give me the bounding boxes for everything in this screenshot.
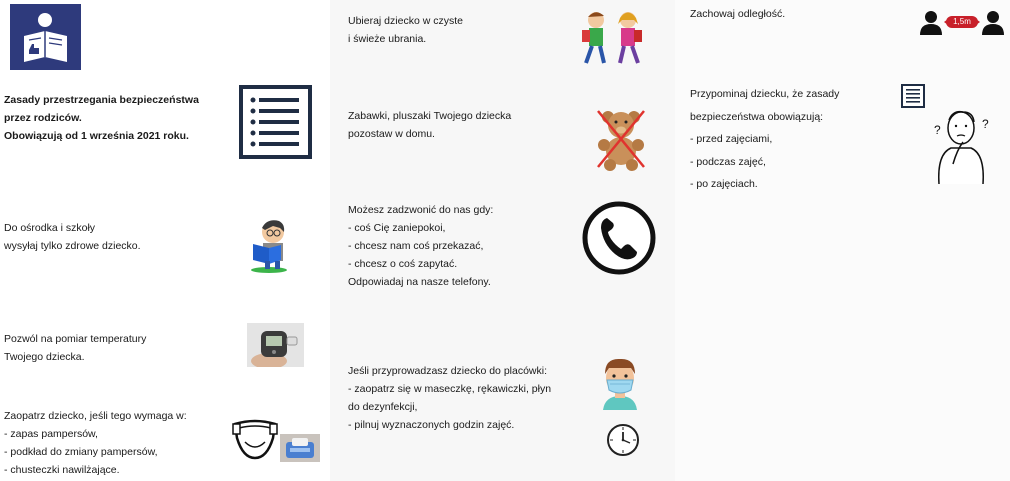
column-left bbox=[0, 0, 330, 481]
svg-text:?: ? bbox=[934, 123, 941, 137]
social-distance-icon bbox=[918, 10, 1008, 36]
reminder-text: Przypominaj dziecku, że zasady bezpieczeństwa obowiązują: - przed zajęciami, - podczas zajęć, - po zajęciach. bbox=[690, 88, 840, 190]
column-middle bbox=[330, 0, 675, 481]
distance-text: Zachowaj odległość. bbox=[690, 8, 786, 20]
temperature-text: Pozwól na pomiar temperatury Twojego dziecka. bbox=[4, 333, 147, 363]
healthy-child-text: Do ośrodka i szkoły wysyłaj tylko zdrowe dziecko. bbox=[4, 222, 141, 252]
call-us-text: Możesz zadzwonić do nas gdy: - coś Cię zaniepokoi, - chcesz nam coś przekazać, - chcesz o coś zapytać. Odpowiadaj na nasze telefony. bbox=[348, 204, 494, 288]
boy-reading-icon bbox=[247, 218, 291, 273]
clock-icon bbox=[606, 423, 640, 457]
distance-badge: 1,5m bbox=[953, 17, 971, 26]
svg-text:?: ? bbox=[982, 117, 989, 131]
children-walking-icon bbox=[576, 8, 652, 68]
drop-off-text: Jeśli przyprowadzasz dziecko do placówki: - zaopatrz się w maseczkę, rękawiczki, płyn do dezynfekcji, - pilnuj wyznaczonych godzin zajęć. bbox=[348, 365, 552, 431]
phone-icon bbox=[581, 200, 657, 276]
thermometer-icon bbox=[247, 323, 304, 367]
page-title: Zasady przestrzegania bezpieczeństwa przez rodziców. Obowiązują od 1 września 2021 roku. bbox=[4, 94, 199, 142]
thinking-person-icon bbox=[931, 104, 995, 186]
clean-clothes-text: Ubieraj dziecko w czyste i świeże ubrania. bbox=[348, 15, 463, 45]
document-list-icon bbox=[239, 85, 312, 159]
toys-text: Zabawki, pluszaki Twojego dziecka pozostaw w domu. bbox=[348, 110, 512, 140]
teddy-bear-crossed-icon bbox=[594, 107, 648, 171]
easy-read-icon bbox=[10, 4, 81, 70]
small-document-icon bbox=[901, 84, 925, 108]
wipes-icon bbox=[280, 434, 320, 462]
supplies-text: Zaopatrz dziecko, jeśli tego wymaga w: - zapas pampersów, - podkład do zmiany pampersów, - chusteczki nawilżające. bbox=[4, 410, 187, 476]
masked-face-icon bbox=[595, 356, 645, 410]
diaper-icon bbox=[231, 418, 279, 462]
column-right bbox=[675, 0, 1010, 481]
